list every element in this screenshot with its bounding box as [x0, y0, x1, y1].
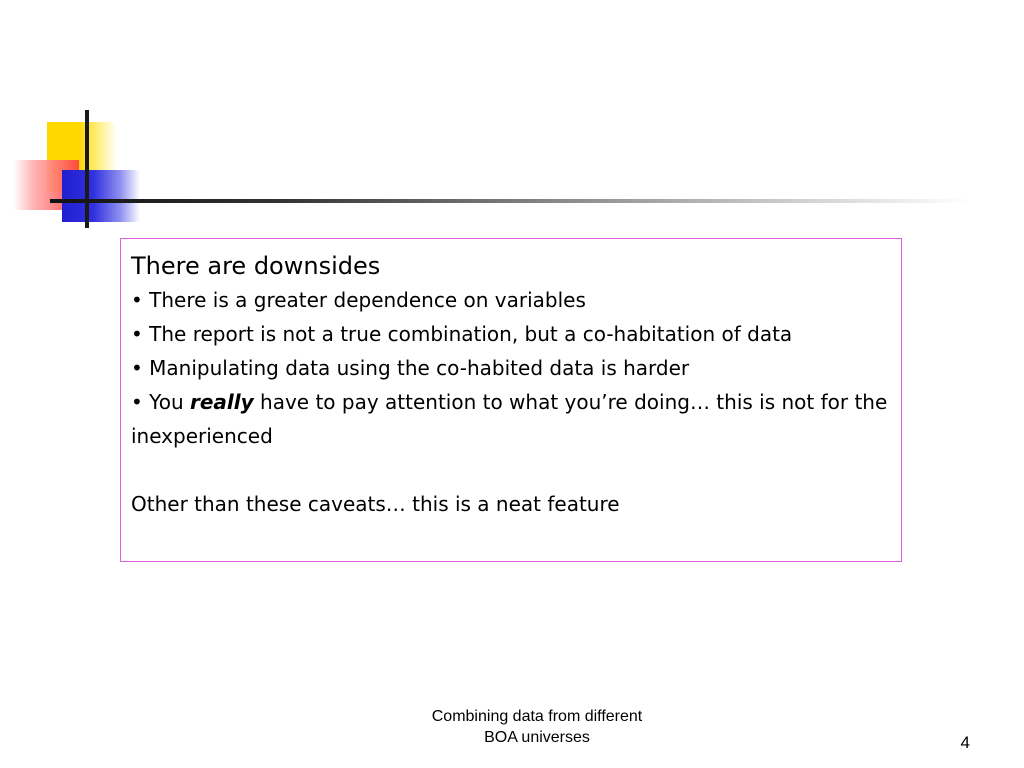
- decorative-horizontal-rule: [50, 199, 970, 203]
- decorative-blue-square: [62, 170, 140, 222]
- paragraph-spacer: [131, 453, 891, 487]
- footer-caption-line: BOA universes: [484, 729, 590, 746]
- slide-heading: There are downsides: [131, 252, 381, 280]
- content-text-box: [120, 238, 902, 562]
- bullet-text-before: • You: [131, 390, 190, 414]
- bullet-text-after: have to pay attention to what you’re doing… this is not for the inexperienced: [131, 390, 888, 448]
- bullet-item-emphasis: [131, 385, 891, 453]
- bullet-item: • Manipulating data using the co-habited data is harder: [131, 356, 690, 380]
- emphasized-word: really: [189, 390, 254, 414]
- bullet-item: • The report is not a true combination, but a co-habitation of data: [131, 322, 793, 346]
- decorative-vertical-line: [85, 110, 89, 228]
- footer-caption-line: Combining data from different: [431, 708, 643, 725]
- bullet-item: • There is a greater dependence on variables: [131, 288, 586, 312]
- slide-number: 4: [960, 733, 970, 752]
- closing-statement: Other than these caveats… this is a neat feature: [131, 492, 620, 516]
- footer-caption: [362, 706, 712, 748]
